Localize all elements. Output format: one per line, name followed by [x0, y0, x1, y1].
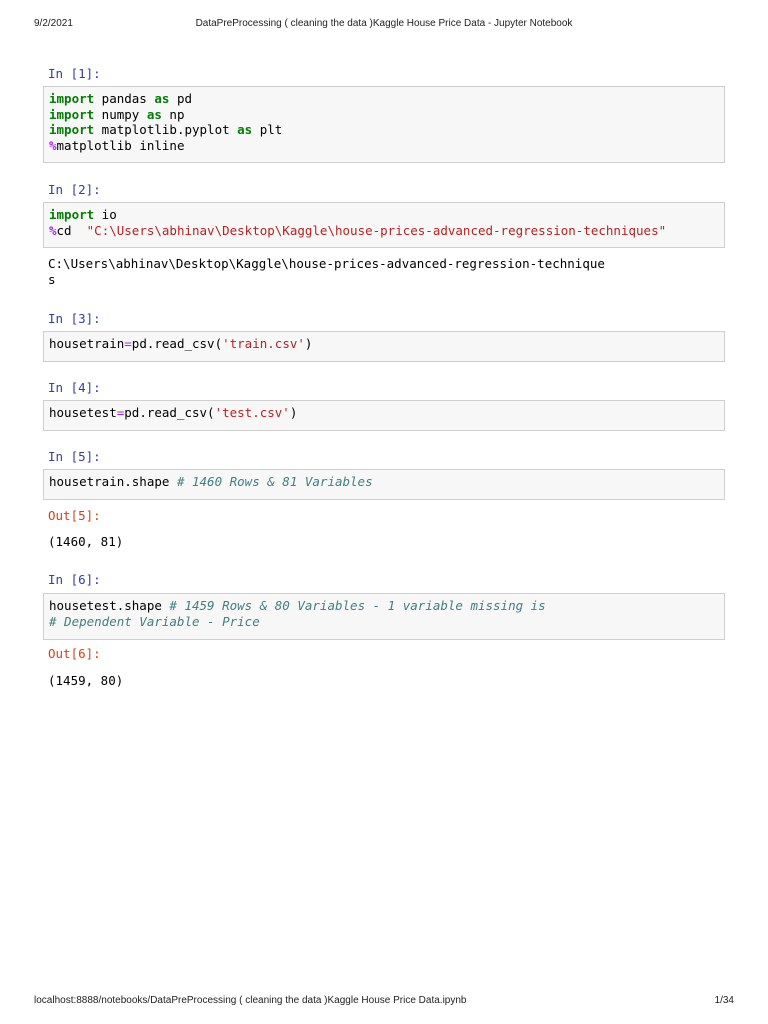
code-line	[49, 614, 719, 630]
cell-3-in-prompt: In [3]:	[48, 311, 101, 326]
code-line	[49, 405, 719, 421]
code-text: pandas	[94, 91, 155, 106]
code-line	[49, 107, 719, 123]
code-text: housetest	[49, 405, 117, 420]
code-text: numpy	[94, 106, 147, 122]
operator: =	[124, 336, 132, 351]
cell-3-code[interactable]	[43, 331, 725, 362]
code-text: matplotlib.pyplot	[94, 122, 238, 137]
keyword: import	[49, 91, 95, 106]
magic-symbol: %	[49, 137, 57, 153]
cell-5-out-prompt: Out[5]:	[48, 508, 101, 523]
code-line	[49, 138, 719, 154]
keyword: import	[49, 106, 95, 122]
code-text: pd.read_csv(	[124, 405, 215, 420]
print-date: 9/2/2021	[34, 18, 73, 29]
code-text: pd	[169, 91, 193, 106]
code-text: )	[304, 336, 313, 351]
cell-1-in-prompt: In [1]:	[48, 66, 101, 81]
code-text: housetrain	[49, 336, 125, 351]
keyword: as	[237, 122, 253, 137]
code-line	[49, 474, 719, 490]
page-url: localhost:8888/notebooks/DataPreProcessing ( cleaning the data )Kaggle House Price Data.ipynb	[34, 995, 467, 1006]
code-text: cd	[56, 222, 87, 238]
output-line: s	[48, 271, 56, 287]
cell-2-code[interactable]	[43, 202, 725, 248]
code-text: np	[161, 106, 185, 122]
operator: =	[116, 405, 125, 420]
code-text: io	[94, 207, 117, 222]
code-line	[49, 336, 719, 352]
magic-symbol: %	[49, 222, 57, 238]
code-text: plt	[252, 122, 283, 137]
cell-6-in-prompt: In [6]:	[48, 572, 101, 587]
keyword: import	[49, 207, 95, 222]
string-literal: "C:\Users\abhinav\Desktop\Kaggle\house-prices-advanced-regression-techniques"	[86, 222, 667, 238]
code-text: )	[289, 405, 298, 420]
keyword: as	[146, 106, 162, 122]
page-title: DataPreProcessing ( cleaning the data )Kaggle House Price Data - Jupyter Notebook	[195, 18, 573, 29]
code-line	[49, 207, 719, 223]
code-text: housetest.shape	[49, 598, 170, 613]
output-line: C:\Users\abhinav\Desktop\Kaggle\house-prices-advanced-regression-technique	[48, 256, 605, 271]
code-line	[49, 223, 719, 239]
keyword: as	[154, 91, 170, 106]
code-comment: # 1459 Rows & 80 Variables - 1 variable missing is	[169, 598, 546, 613]
string-literal: 'train.csv'	[222, 336, 305, 351]
cell-2-output	[48, 256, 605, 287]
string-literal: 'test.csv'	[214, 405, 290, 420]
code-comment: # 1460 Rows & 81 Variables	[176, 474, 373, 489]
cell-5-output: (1460, 81)	[48, 534, 124, 549]
cell-6-output: (1459, 80)	[48, 673, 124, 688]
cell-5-in-prompt: In [5]:	[48, 449, 101, 464]
code-text: matplotlib inline	[56, 137, 185, 153]
cell-6-out-prompt: Out[6]:	[48, 646, 101, 661]
cell-1-code[interactable]	[43, 86, 725, 163]
cell-4-in-prompt: In [4]:	[48, 380, 101, 395]
cell-6-code[interactable]	[43, 593, 725, 640]
page-number: 1/34	[714, 995, 734, 1006]
code-comment: # Dependent Variable - Price	[49, 613, 260, 629]
code-text: housetrain.shape	[49, 474, 177, 489]
cell-4-code[interactable]	[43, 400, 725, 431]
code-line	[49, 122, 719, 138]
cell-2-in-prompt: In [2]:	[48, 182, 101, 197]
keyword: import	[49, 122, 95, 137]
code-text: pd.read_csv(	[131, 336, 223, 351]
code-line	[49, 598, 719, 614]
code-line	[49, 91, 719, 107]
cell-5-code[interactable]	[43, 469, 725, 500]
